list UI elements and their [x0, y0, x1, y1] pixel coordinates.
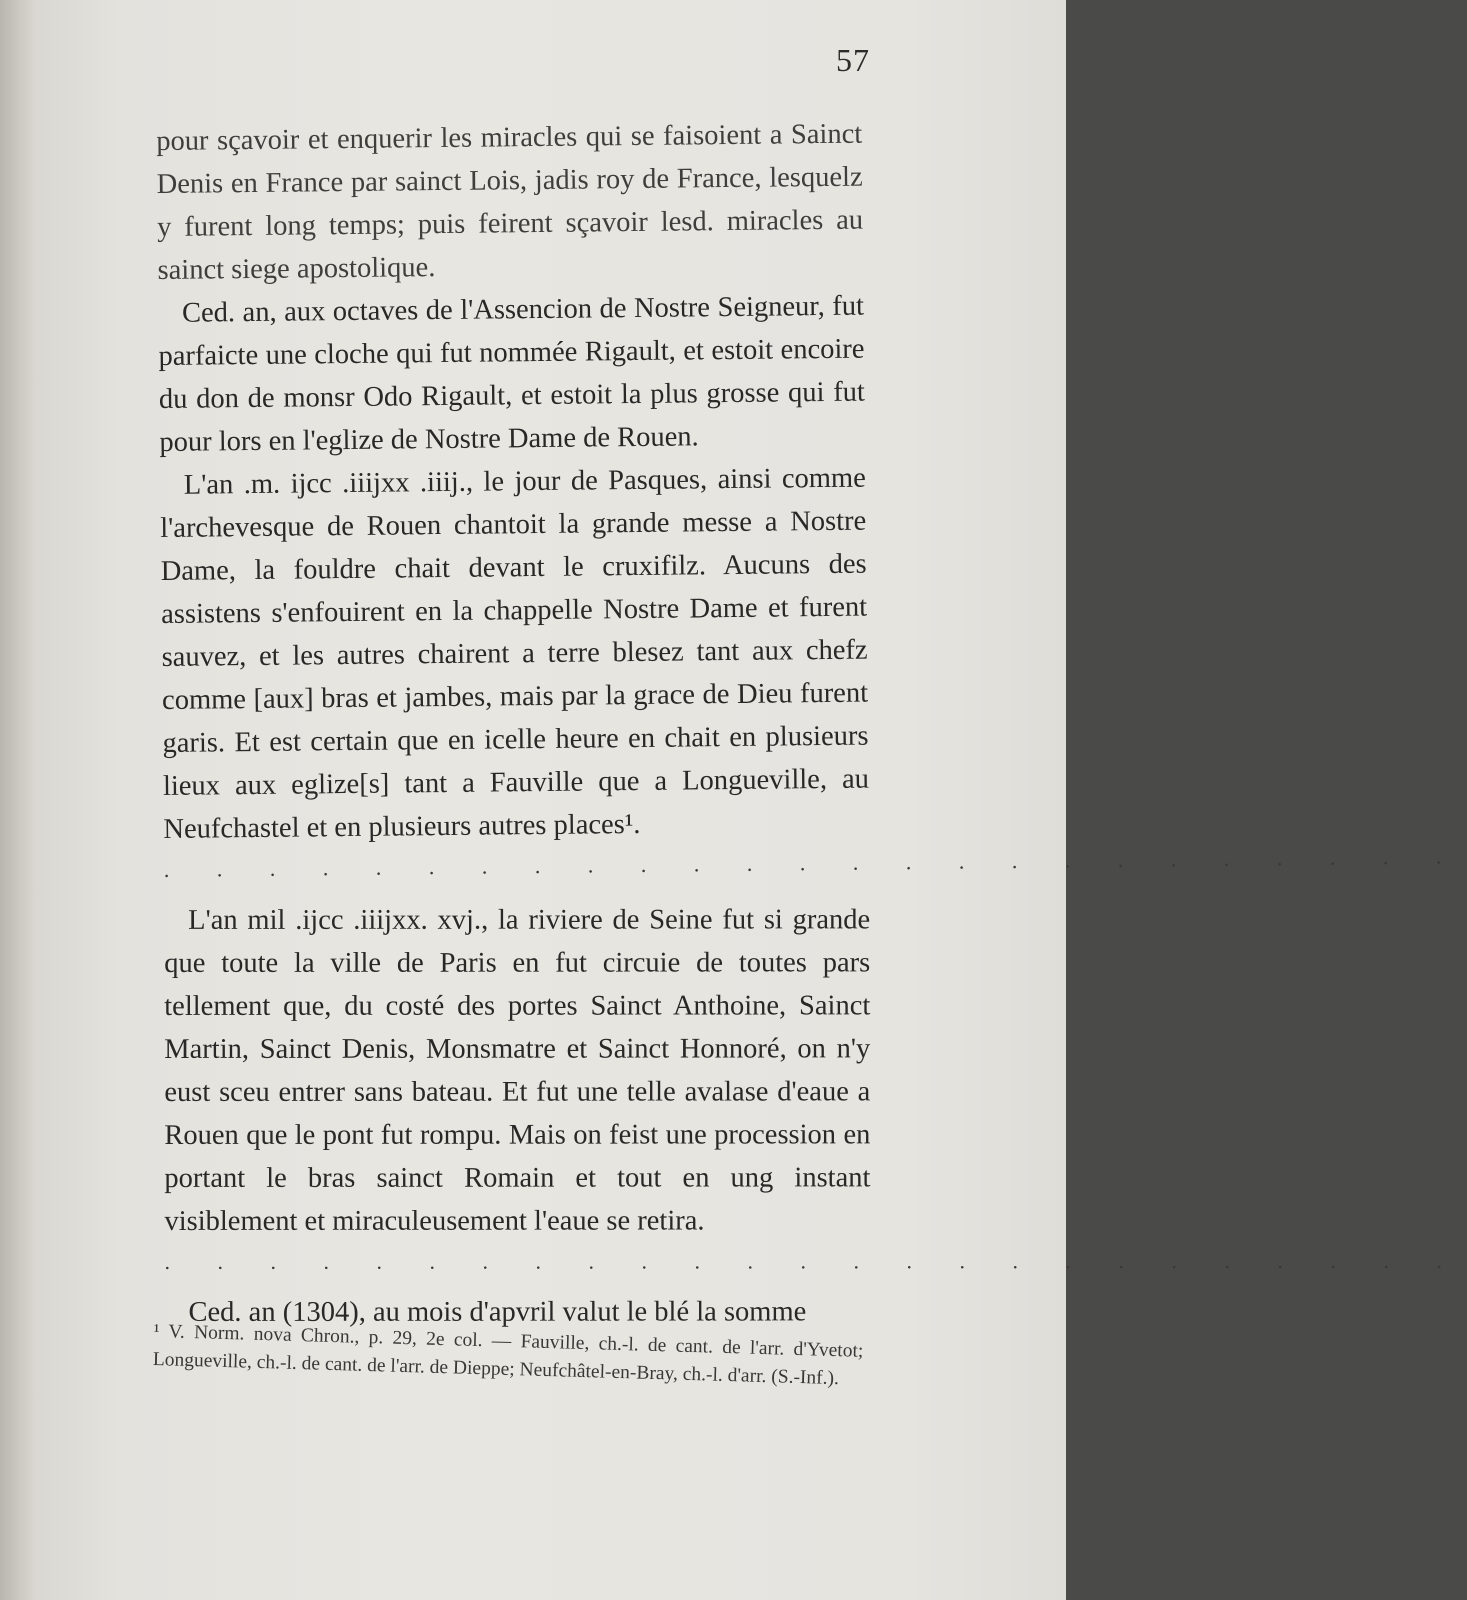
- paragraph-5: Ced. an (1304), au mois d'apvril valut le blé la somme: [188, 1296, 807, 1328]
- second-section: [164, 898, 1463, 1334]
- paragraph-1: pour sçavoir et enquerir les miracles qui se faisoient a Sainct Denis en France par sainct Lois, jadis roy de France, lesquelz y furent long temps; puis feirent sçavoir lesd. miracles au sainct siege apostolique.: [156, 118, 864, 286]
- ellipsis-row-1: . . . . . . . . . . . . . . . . . . . . . . . . .: [163, 843, 1463, 882]
- footnote-1: ¹ V. Norm. nova Chron., p. 29, 2e col. — Fauville, ch.-l. de cant. de l'arr. d'Yvetot; Longueville, ch.-l. de cant. de l'arr. de Dieppe; Neufchâtel-en-Bray, ch.-l. d'arr. (S.-Inf.).: [152, 1320, 864, 1390]
- page-number: 57: [836, 42, 870, 78]
- paragraph-4: L'an mil .ijcc .iiijxx. xvj., la riviere de Seine fut si grande que toute la ville de Paris en fut circuie de toutes pars tellement que, du costé des portes Sainct Anthoine, Sainct Martin, Sainct Denis, Monsmatre et Sainct Honnoré, on n'y eust sceu entrer sans bateau. Et fut une telle avalase d'eaue a Rouen que le pont fut rompu. Mais on feist une procession en portant le bras sainct Romain et tout en ung instant visiblement et miraculeusement l'eaue se retira.: [164, 904, 871, 1237]
- gutter-shadow: [0, 0, 34, 1600]
- main-text: [156, 113, 1463, 1334]
- paragraph-2: Ced. an, aux octaves de l'Assencion de Nostre Seigneur, fut parfaicte une cloche qui fut nommée Rigault, et estoit encoire du don de monsr Odo Rigault, et estoit la plus grosse qui fut pour lors en l'eglize de Nostre Dame de Rouen.: [158, 290, 866, 458]
- ellipsis-row-2: . . . . . . . . . . . . . . . . . . . . . . . . .: [164, 1247, 1463, 1274]
- paragraph-3: L'an .m. ijcc .iiijxx .iiij., le jour de Pasques, ainsi comme l'archevesque de Rouen chantoit la grande messe a Nostre Dame, la fouldre chait devant le cruxifilz. Aucuns des assistens s'enfouirent en la chappelle Nostre Dame et furent sauvez, et les autres chairent a terre blesez tant aux chefz comme [aux] bras et jambes, mais par la grace de Dieu furent garis. Et est certain que en icelle heure en chait en plusieurs lieux aux eglize[s] tant a Fauville que a Longueville, au Neufchastel et en plusieurs autres places¹.: [160, 462, 870, 845]
